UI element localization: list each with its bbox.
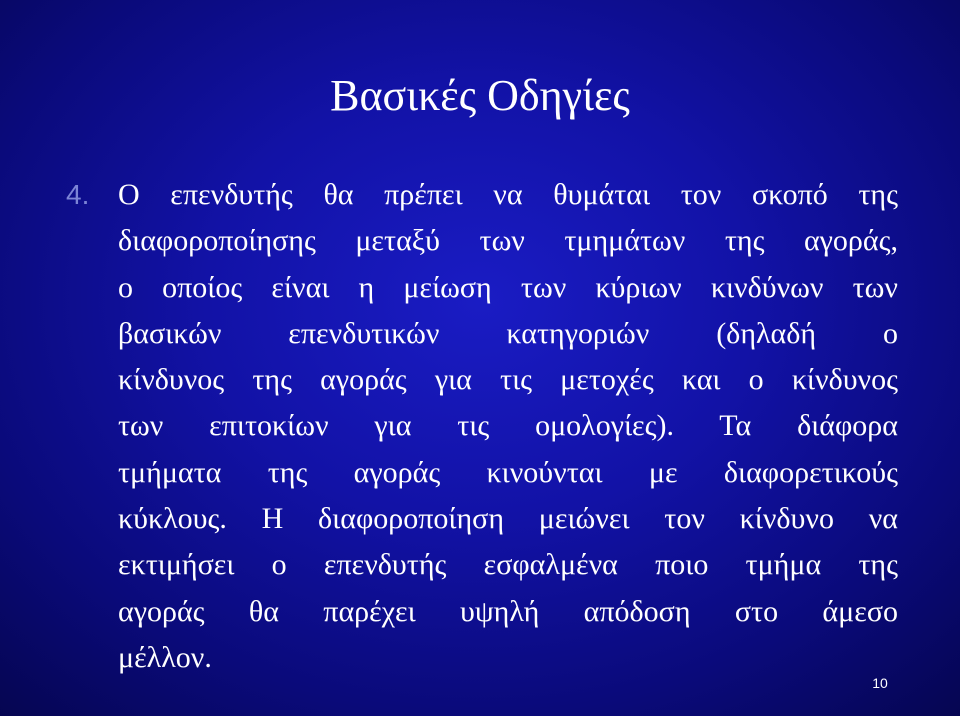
slide-title: Βασικές Οδηγίες (330, 71, 630, 120)
text-line: βασικών επενδυτικών κατηγοριών (δηλαδή ο (118, 316, 898, 350)
text-line: ο οποίος είναι η μείωση των κύριων κινδύνων των (118, 270, 898, 304)
text-line: αγοράς θα παρέχει υψηλή απόδοση στο άμεσο (118, 594, 898, 628)
text-line: μέλλον. (118, 640, 212, 674)
text-line: Ο επενδυτής θα πρέπει να θυμάται τον σκοπό της (118, 178, 898, 211)
page-number: 10 (872, 675, 888, 691)
text-line: των επιτοκίων για τις ομολογίες). Τα διάφορα (118, 409, 898, 443)
text-line: τμήματα της αγοράς κινούνται με διαφορετικούς (118, 455, 898, 489)
text-line: εκτιμήσει ο επενδυτής εσφαλμένα ποιο τμήμα της (118, 548, 898, 582)
text-line: διαφοροποίησης μεταξύ των τμημάτων της αγοράς, (118, 224, 898, 258)
text-line: κύκλους. Η διαφοροποίηση μειώνει τον κίνδυνο να (118, 502, 898, 536)
list-item-text (118, 172, 898, 681)
text-line: κίνδυνος της αγοράς για τις μετοχές και ο κίνδυνος (118, 363, 898, 397)
list-item-number: 4. (66, 179, 90, 210)
